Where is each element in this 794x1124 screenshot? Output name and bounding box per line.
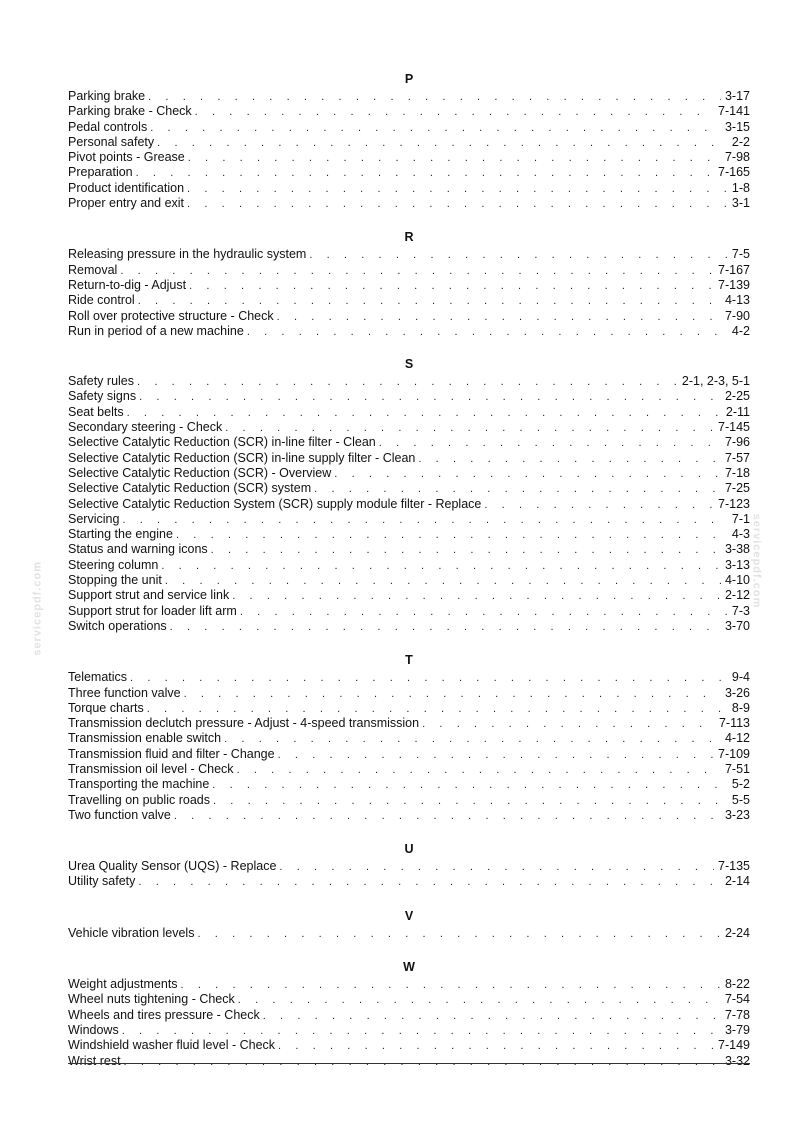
entry-title: Three function valve (68, 685, 181, 700)
dot-leader (122, 1024, 721, 1039)
entry-page-ref: 3-70 (724, 618, 750, 633)
entry-title: Pedal controls (68, 119, 148, 134)
entry-page-ref: 3-1 (731, 196, 750, 211)
entry-title: Windshield washer fluid level - Check (68, 1038, 276, 1053)
section-gap (68, 339, 750, 357)
index-entry (68, 1008, 750, 1023)
entry-page-ref: 7-145 (718, 420, 750, 435)
entry-page-ref: 7-98 (724, 150, 750, 165)
index-entry (68, 808, 750, 823)
entry-page-ref: 7-96 (724, 435, 750, 450)
entry-page-ref: 7-25 (724, 481, 750, 496)
entry-title: Pivot points - Grease (68, 150, 185, 165)
section-gap (68, 890, 750, 909)
index-entry (68, 247, 750, 262)
index-entry (68, 497, 750, 512)
dot-leader (136, 166, 714, 181)
entry-page-ref: 5-2 (731, 777, 750, 792)
entry-page-ref: 7-18 (724, 465, 750, 480)
index-entry (68, 181, 750, 196)
entry-title: Starting the engine (68, 527, 173, 542)
entry-title: Transmission fluid and filter - Change (68, 746, 275, 761)
dot-leader (197, 927, 721, 942)
index-entry (68, 542, 750, 557)
index-entry (68, 165, 750, 180)
entry-title: Selective Catalytic Reduction (SCR) in-line supply filter - Clean (68, 450, 416, 465)
dot-leader (130, 671, 728, 686)
entry-title: Weight adjustments (68, 977, 178, 992)
index-entry-list (68, 247, 750, 339)
entry-page-ref: 7-78 (724, 1007, 750, 1022)
index-entry (68, 793, 750, 808)
dot-leader (157, 136, 728, 151)
entry-title: Wrist rest (68, 1053, 121, 1068)
entry-page-ref: 7-5 (731, 247, 750, 262)
dot-leader (120, 264, 714, 279)
entry-title: Support strut for loader lift arm (68, 603, 237, 618)
index-entry (68, 104, 750, 119)
dot-leader (138, 875, 721, 890)
index-entry (68, 1054, 750, 1069)
index-entry (68, 859, 750, 874)
entry-page-ref: 8-22 (724, 977, 750, 992)
index-entry (68, 481, 750, 496)
dot-leader (277, 310, 721, 325)
dot-leader (165, 574, 721, 589)
entry-page-ref: 2-24 (724, 925, 750, 940)
index-entry (68, 196, 750, 211)
dot-leader (181, 978, 721, 993)
index-section-p (68, 72, 750, 211)
dot-leader (170, 620, 721, 635)
entry-title: Secondary steering - Check (68, 420, 223, 435)
index-entry (68, 435, 750, 450)
dot-leader (188, 151, 721, 166)
dot-leader (224, 732, 721, 747)
index-entry (68, 527, 750, 542)
dot-leader (161, 559, 721, 574)
dot-leader (232, 589, 721, 604)
entry-title: Parking brake - Check (68, 104, 192, 119)
index-entry (68, 992, 750, 1007)
index-entry (68, 588, 750, 603)
entry-page-ref: 7-149 (718, 1038, 750, 1053)
entry-page-ref: 5-5 (731, 792, 750, 807)
entry-page-ref: 8-9 (731, 700, 750, 715)
index-entry (68, 777, 750, 792)
section-letter: R (404, 230, 414, 245)
dot-leader (138, 294, 721, 309)
index-entry (68, 451, 750, 466)
dot-leader (263, 1009, 721, 1024)
index-entry (68, 874, 750, 889)
watermark-left: servicepdf.com (31, 561, 44, 656)
entry-title: Seat belts (68, 404, 124, 419)
index-entry (68, 558, 750, 573)
dot-leader (213, 794, 728, 809)
dot-leader (314, 482, 721, 497)
index-entry-list (68, 977, 750, 1069)
index-entry (68, 716, 750, 731)
section-gap (68, 823, 750, 842)
entry-title: Status and warning icons (68, 542, 208, 557)
entry-page-ref: 7-57 (724, 450, 750, 465)
section-gap (68, 634, 750, 653)
index-entry (68, 686, 750, 701)
index-entry (68, 293, 750, 308)
index-entry (68, 926, 750, 941)
dot-leader (150, 121, 721, 136)
index-page (68, 72, 750, 1069)
dot-leader (309, 248, 728, 263)
entry-page-ref: 7-90 (724, 308, 750, 323)
entry-page-ref: 1-8 (731, 180, 750, 195)
entry-title: Transmission declutch pressure - Adjust - 4-speed transmission (68, 716, 420, 731)
index-entry (68, 977, 750, 992)
entry-title: Selective Catalytic Reduction (SCR) - Overview (68, 465, 332, 480)
index-entry (68, 324, 750, 339)
dot-leader (195, 105, 714, 120)
entry-page-ref: 2-1, 2-3, 5-1 (681, 374, 750, 389)
dot-leader (211, 543, 721, 558)
index-entry (68, 278, 750, 293)
entry-title: Vehicle vibration levels (68, 925, 195, 940)
entry-page-ref: 9-4 (731, 670, 750, 685)
entry-title: Return-to-dig - Adjust (68, 277, 187, 292)
dot-leader (238, 993, 721, 1008)
section-letter: S (404, 357, 414, 372)
entry-title: Safety rules (68, 374, 135, 389)
index-entry (68, 135, 750, 150)
footer-rule (68, 1063, 750, 1064)
entry-page-ref: 7-3 (731, 603, 750, 618)
entry-title: Servicing (68, 511, 120, 526)
dot-leader (147, 702, 728, 717)
index-section-v (68, 909, 750, 941)
index-entry (68, 389, 750, 404)
dot-leader (176, 528, 728, 543)
index-entry (68, 573, 750, 588)
index-entry (68, 670, 750, 685)
section-letter: P (404, 72, 414, 86)
dot-leader (139, 390, 721, 405)
dot-leader (187, 182, 728, 197)
entry-title: Switch operations (68, 618, 167, 633)
section-gap (68, 941, 750, 960)
entry-title: Product identification (68, 180, 185, 195)
entry-page-ref: 7-141 (718, 104, 750, 119)
index-entry (68, 1038, 750, 1053)
dot-leader (122, 513, 728, 528)
entry-page-ref: 3-26 (724, 685, 750, 700)
entry-title: Utility safety (68, 874, 136, 889)
entry-page-ref: 3-32 (724, 1053, 750, 1068)
index-entry (68, 466, 750, 481)
entry-page-ref: 7-113 (718, 716, 750, 731)
index-section-r (68, 230, 750, 339)
index-entry-list (68, 859, 750, 890)
entry-page-ref: 2-25 (724, 389, 750, 404)
dot-leader (212, 778, 728, 793)
entry-title: Telematics (68, 670, 128, 685)
entry-page-ref: 7-123 (718, 496, 750, 511)
entry-title: Transporting the machine (68, 777, 210, 792)
entry-page-ref: 4-3 (731, 527, 750, 542)
index-section-s (68, 357, 750, 634)
index-entry (68, 762, 750, 777)
index-entry-list (68, 89, 750, 211)
index-section-w (68, 960, 750, 1069)
entry-page-ref: 7-1 (731, 511, 750, 526)
index-entry (68, 604, 750, 619)
entry-page-ref: 4-10 (724, 573, 750, 588)
dot-leader (237, 763, 721, 778)
dot-leader (187, 197, 728, 212)
dot-leader (422, 717, 715, 732)
entry-title: Releasing pressure in the hydraulic system (68, 247, 307, 262)
dot-leader (484, 498, 714, 513)
entry-title: Ride control (68, 293, 135, 308)
entry-page-ref: 7-167 (718, 262, 750, 277)
index-entry (68, 747, 750, 762)
index-entry (68, 619, 750, 634)
dot-leader (418, 452, 721, 467)
entry-title: Wheels and tires pressure - Check (68, 1007, 260, 1022)
index-entry (68, 731, 750, 746)
entry-title: Roll over protective structure - Check (68, 308, 274, 323)
entry-page-ref: 3-13 (724, 557, 750, 572)
entry-title: Wheel nuts tightening - Check (68, 992, 235, 1007)
section-gap (68, 211, 750, 230)
section-letter: V (404, 908, 414, 923)
entry-page-ref: 2-2 (731, 134, 750, 149)
dot-leader (127, 406, 722, 421)
entry-title: Stopping the unit (68, 573, 162, 588)
entry-page-ref: 3-15 (724, 119, 750, 134)
entry-title: Preparation (68, 165, 133, 180)
index-entry (68, 374, 750, 389)
entry-title: Two function valve (68, 807, 171, 822)
entry-title: Steering column (68, 557, 159, 572)
dot-leader (247, 325, 728, 340)
index-entry-list (68, 374, 750, 634)
index-entry (68, 120, 750, 135)
entry-page-ref: 7-165 (718, 165, 750, 180)
entry-title: Run in period of a new machine (68, 323, 244, 338)
entry-title: Removal (68, 262, 118, 277)
entry-title: Proper entry and exit (68, 196, 185, 211)
entry-page-ref: 4-12 (724, 731, 750, 746)
index-entry (68, 1023, 750, 1038)
index-entry (68, 420, 750, 435)
dot-leader (137, 375, 678, 390)
index-entry (68, 512, 750, 527)
entry-page-ref: 7-51 (724, 761, 750, 776)
index-entry (68, 701, 750, 716)
entry-title: Windows (68, 1022, 119, 1037)
entry-page-ref: 2-14 (724, 874, 750, 889)
entry-title: Transmission oil level - Check (68, 761, 234, 776)
entry-page-ref: 3-79 (724, 1022, 750, 1037)
entry-title: Urea Quality Sensor (UQS) - Replace (68, 859, 277, 874)
entry-title: Torque charts (68, 700, 144, 715)
entry-title: Parking brake (68, 89, 146, 103)
entry-title: Support strut and service link (68, 588, 230, 603)
section-letter: T (405, 653, 413, 668)
entry-title: Selective Catalytic Reduction (SCR) in-line filter - Clean (68, 435, 376, 450)
entry-page-ref: 4-2 (731, 323, 750, 338)
index-entry-list (68, 926, 750, 941)
entry-title: Safety signs (68, 389, 137, 404)
entry-page-ref: 7-109 (718, 746, 750, 761)
entry-page-ref: 4-13 (724, 293, 750, 308)
index-section-t (68, 653, 750, 823)
dot-leader (240, 605, 728, 620)
index-entry (68, 263, 750, 278)
section-letter: U (404, 842, 414, 857)
entry-page-ref: 7-139 (718, 277, 750, 292)
dot-leader (279, 860, 714, 875)
entry-title: Travelling on public roads (68, 792, 210, 807)
dot-leader (334, 467, 721, 482)
dot-leader (174, 809, 721, 824)
dot-leader (225, 421, 714, 436)
entry-page-ref: 3-17 (724, 89, 750, 103)
dot-leader (278, 748, 714, 763)
entry-page-ref: 2-11 (725, 404, 750, 419)
entry-page-ref: 7-54 (724, 992, 750, 1007)
dot-leader (379, 436, 721, 451)
entry-title: Selective Catalytic Reduction System (SCR) supply module filter - Replace (68, 496, 482, 511)
entry-page-ref: 3-38 (724, 542, 750, 557)
watermark-right: servicepdf.com (750, 513, 763, 609)
index-entry (68, 89, 750, 104)
entry-page-ref: 3-23 (724, 807, 750, 822)
section-letter: W (403, 960, 415, 975)
entry-title: Selective Catalytic Reduction (SCR) system (68, 481, 312, 496)
index-section-u (68, 842, 750, 890)
dot-leader (148, 90, 721, 105)
entry-page-ref: 7-135 (718, 859, 750, 874)
dot-leader (278, 1039, 714, 1054)
index-entry-list (68, 670, 750, 823)
dot-leader (189, 279, 714, 294)
index-entry (68, 309, 750, 324)
entry-page-ref: 2-12 (724, 588, 750, 603)
entry-title: Transmission enable switch (68, 731, 222, 746)
dot-leader (184, 687, 721, 702)
index-entry (68, 150, 750, 165)
index-entry (68, 405, 750, 420)
entry-title: Personal safety (68, 134, 155, 149)
